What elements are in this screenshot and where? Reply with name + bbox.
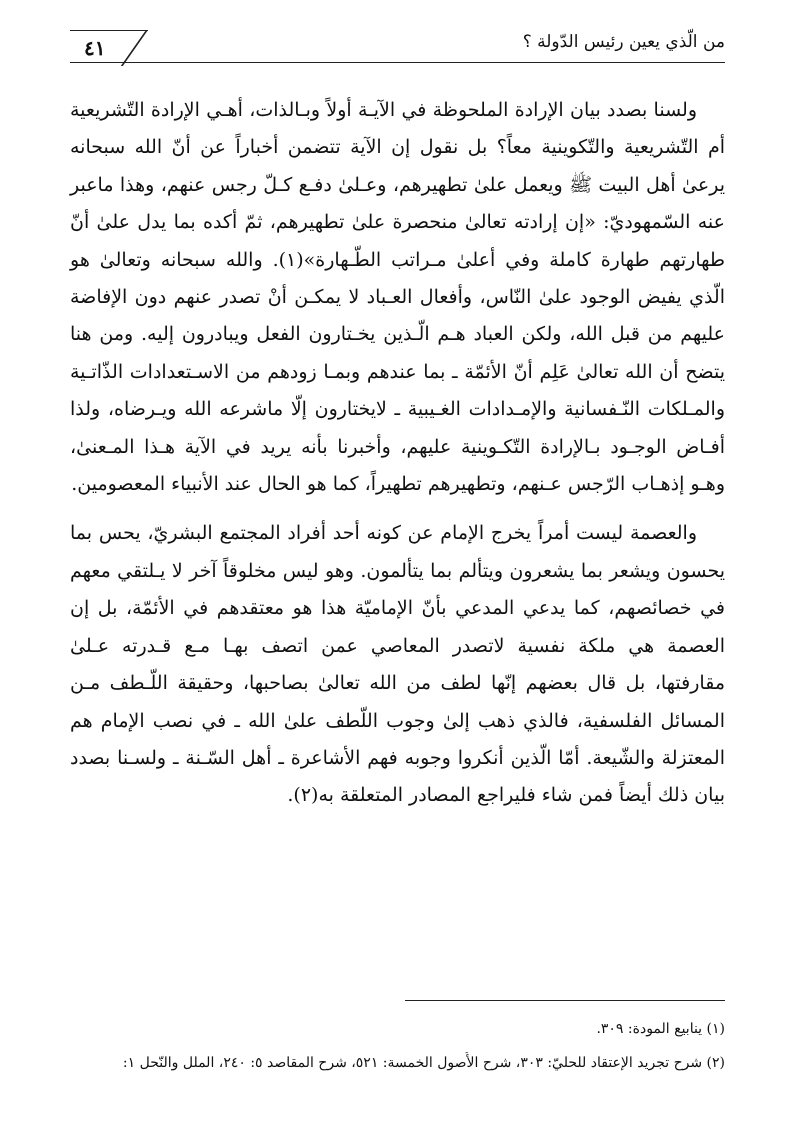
footnote-separator (405, 1000, 725, 1001)
page-number: ٤١ (84, 36, 106, 60)
running-title: من الّذي يعين رئيس الدّولة ؟ (522, 32, 725, 52)
page-header (70, 28, 725, 68)
footnote-2: (٢) شرح تجريد الإعتقاد للحليّ: ٣٠٣، شرح الأُصول الخمسة: ٥٢١، شرح المقاصد ٥: ٢٤٠، الملل والنّحل ١: (122, 1055, 725, 1071)
paragraph-2: والعصمة ليست أمراً يخرج الإمام عن كونه أحد أفراد المجتمع البشريّ، يحس بما يحسون ويشعر بما يشعرون ويتألم بما يتألمون. وهو ليس مخلوقاً آخر لا يـلتقي معهم في خصائصهم، كما يدعي المدعي بأنّ الإماميّة هذا هو معتقدهم في الأئمّة، بل إن العصمة هي ملكة نفسية لاتصدر المعاصي عمن اتصف بهـا مـع قـدرته عـلىٰ مقارفتها، بل قال بعضهم إنّها لطف من الله تعالىٰ بصاحبها، وحقيقة اللّـطف مـن المسائل الفلسفية، فالذي ذهب إلىٰ وجوب اللّطف علىٰ الله ـ في نصب الإمام هم المعتزلة والشّيعة. أمّا الّذين أنكروا وجوبه فهم الأشاعرة ـ أهل السّـنة ـ ولسـنا بصدد بيان ذلك أيضاً فمن شاء فليراجع المصادر المتعلقة به(٢). (70, 522, 725, 807)
main-text (70, 92, 725, 815)
header-rule (70, 62, 725, 63)
footnote-1: (١) ينابيع المودة: ٣٠٩. (596, 1021, 725, 1037)
paragraph-1: ولسنا بصدد بيان الإرادة الملحوظة في الآيـة أولاً وبـالذات، أهـي الإرادة التّشريعية أم التّشريعية والتّكوينية معاً؟ بل نقول إن الآية تتضمن أخباراً عن أنّ الله سبحانه يرعىٰ أهل البيت ﷺ ويعمل علىٰ تطهيرهم، وعـلىٰ دفـع كـلّ رجس عنهم، وهذا ماعبر عنه السّمهوديّ: «إن إرادته تعالىٰ منحصرة علىٰ تطهيرهم، ثمّ أكده بما يدل علىٰ أنّ طهارتهم طهارة كاملة وفي أعلىٰ مـراتب الطّـهارة»(١). والله سبحانه وتعالىٰ هو الّذي يفيض الوجود علىٰ النّاس، وأفعال العـباد لا يمكـن أنْ تصدر عنهم دون الإفاضة عليهم من قبل الله، ولكن العباد هـم الّـذين يخـتارون الفعل ويبادرون إليه. ومن هنا يتضح أن الله تعالىٰ عَلِم أنّ الأئمّة ـ بما عندهم وبمـا زودهم من الاسـتعدادات الذّاتـية والمـلكات النّـفسانية والإمـدادات الغـيبية ـ لايختارون إلّا ماشرعه الله ويـرضاه، ولذا أفـاض الوجـود بـالإرادة التّكـوينية عليهم، وأخبرنا بأنه يريد في الآية هـذا المـعنىٰ، وهـو إذهـاب الرّجس عـنهم، وتطهيرهم تطهيراً، كما هو الحال عند الأنبياء المعصومين. (70, 99, 726, 496)
footnotes (70, 1018, 725, 1086)
